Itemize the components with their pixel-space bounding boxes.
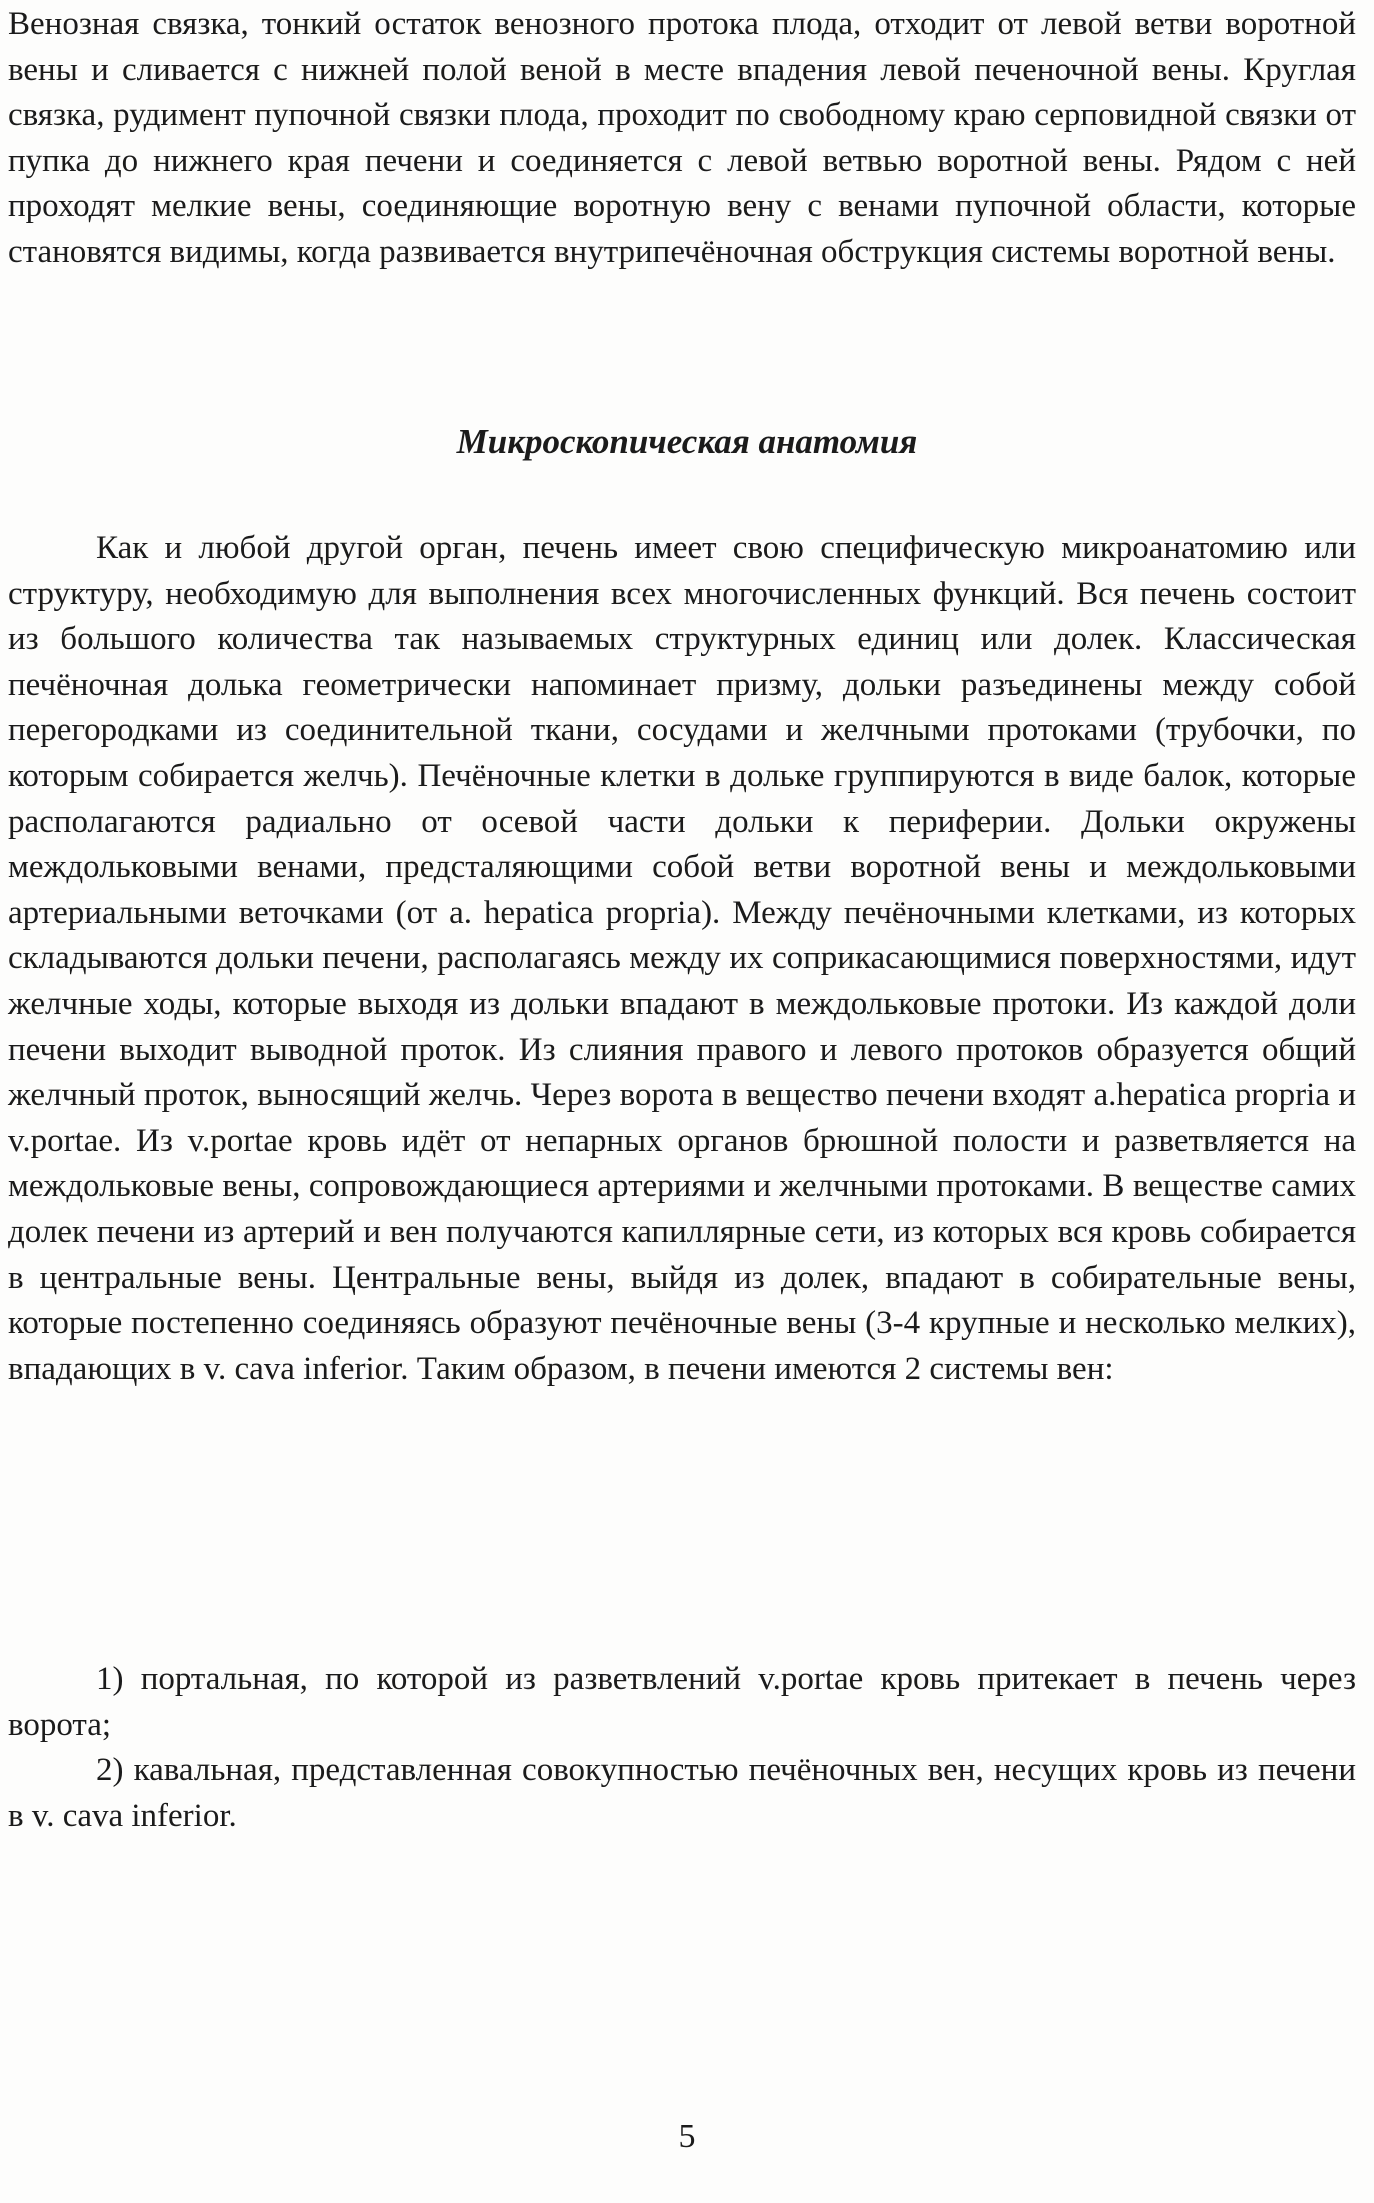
list-item-portal: 1) портальная, по которой из разветвлений v.portae кровь притекает в печень через ворота; <box>8 1661 1356 1743</box>
vein-systems-list <box>8 1657 1356 1839</box>
intro-paragraph-block <box>8 2 1356 276</box>
list-item-caval: 2) кавальная, представленная совокупностью печёночных вен, несущих кровь из печени в v. cava inferior. <box>8 1752 1356 1834</box>
main-paragraph-block <box>8 526 1356 1392</box>
page-number: 5 <box>678 2118 696 2155</box>
main-paragraph: Как и любой другой орган, печень имеет свою специфическую микроанатомию или структуру, необходимую для выполнения всех многочисленных функций. Вся печень состоит из большого количества так называемых структурных единиц или долек. Классическая печёночная долька геометрически напоминает призму, дольки разъединены между собой перегородками из соединительной ткани, сосудами и желчными протоками (трубочки, по которым собирается желчь). Печёночные клетки в дольке группируются в виде балок, которые располагаются радиально от осевой части дольки к периферии. Дольки окружены междольковыми венами, предсталяющими собой ветви воротной вены и междольковыми артериальными веточками (от a. hepatica propria). Между печёночными клетками, из которых складываются дольки печени, располагаясь между их соприкасающимися поверхностями, идут желчные ходы, которые выходя из дольки впадают в междольковые протоки. Из каждой доли печени выходит выводной проток. Из слияния правого и левого протоков образуется общий желчный проток, выносящий желчь. Через ворота в вещество печени входят a.hepatica propria и v.portae. Из v.portae кровь идёт от непарных органов брюшной полости и разветвляется на междольковые вены, сопровождающиеся артериями и желчными протоками. В веществе самих долек печени из артерий и вен получаются капиллярные сети, из которых вся кровь собирается в центральные вены. Центральные вены, выйдя из долек, впадают в собирательные вены, которые постепенно соединяясь образуют печёночные вены (3-4 крупные и несколько мелких), впадающих в v. cava inferior. Таким образом, в печени имеются 2 системы вен: <box>8 530 1356 1387</box>
section-heading: Микроскопическая анатомия <box>456 422 918 461</box>
intro-paragraph: Венозная связка, тонкий остаток венозного протока плода, отходит от левой ветви воротной вены и сливается с нижней полой веной в месте впадения левой печеночной вены. Круглая связка, рудимент пупочной связки плода, проходит по свободному краю серповидной связки от пупка до нижнего края печени и соединяется с левой ветвью воротной вены. Рядом с ней проходят мелкие вены, соединяющие воротную вену с венами пупочной области, которые становятся видимы, когда развивается внутрипечёночная обструкция системы воротной вены. <box>8 6 1356 270</box>
